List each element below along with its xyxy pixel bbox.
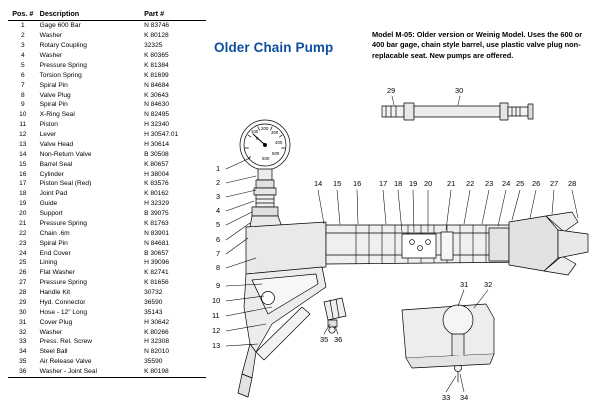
- model-note: Model M-05: Older version or Weinig Model. Uses the 600 or 400 bar gage, chain style barrel, use plastic valve plug non-replacable seat. New pumps are offered.: [372, 30, 583, 60]
- cell-position: 17: [19, 180, 27, 188]
- cell-description: Joint Pad: [39, 190, 68, 198]
- table-row: [8, 238, 206, 248]
- cell-description: Air Release Valve: [39, 358, 92, 366]
- callout-6: 6: [216, 235, 221, 244]
- table-row: [8, 120, 206, 130]
- cell-position: 29: [19, 298, 27, 306]
- cell-description: Washer - Joint Seal: [38, 367, 142, 377]
- table-row: [8, 21, 206, 31]
- cell-description: Barrel Seal: [39, 160, 73, 168]
- cell-position: 12: [19, 131, 27, 139]
- table-row: [8, 248, 206, 258]
- callout-5: 5: [216, 220, 221, 229]
- callout-20: 20: [424, 179, 433, 188]
- cell-description: Spiral Pin: [39, 81, 68, 89]
- cell-position: 31: [19, 318, 27, 326]
- table-row: [8, 347, 206, 357]
- callout-3: 3: [216, 192, 221, 201]
- cell-position: 25: [19, 259, 27, 267]
- cell-part-number: H 32340: [144, 121, 170, 129]
- cell-description: Lever: [39, 131, 57, 139]
- callout-30: 30: [455, 86, 464, 95]
- cell-part-number: B 30508: [144, 150, 169, 158]
- cell-position: 28: [19, 289, 27, 297]
- page-title: Older Chain Pump: [214, 40, 334, 55]
- cell-description: Hose - 12" Long: [39, 308, 88, 316]
- cell-position: 19: [19, 200, 27, 208]
- cell-position: 24: [19, 249, 27, 257]
- callout-34: 34: [460, 393, 469, 402]
- cell-position: 13: [19, 140, 27, 148]
- cell-part-number: K 80365: [144, 52, 169, 60]
- cell-description: Handle Kit: [39, 289, 71, 297]
- cell-part-number: H 32329: [144, 200, 170, 208]
- cell-position: 11: [19, 121, 27, 129]
- callout-23: 23: [485, 179, 494, 188]
- cell-position: 18: [19, 190, 27, 198]
- cell-description: Torsion Spring: [39, 71, 82, 79]
- gauge-tick-0: 0: [256, 136, 259, 141]
- cell-description: Piston Seal (Red): [39, 180, 92, 188]
- cell-part-number: N 84684: [144, 81, 170, 89]
- leader-lines-hose: [392, 96, 460, 105]
- callout-32: 32: [484, 280, 493, 289]
- cell-part-number: 32325: [144, 42, 163, 50]
- cell-position: 22: [19, 229, 27, 237]
- cell-part-number: H 39096: [144, 259, 170, 267]
- table-row: [8, 288, 206, 298]
- cell-position: 20: [19, 210, 27, 218]
- cell-description: Support: [39, 210, 63, 218]
- table-header-row: [8, 8, 206, 21]
- cell-position: 27: [19, 279, 27, 287]
- cell-description: X-Ring Seal: [39, 111, 75, 119]
- cell-description: Cover Plug: [39, 318, 73, 326]
- cell-position: 34: [19, 348, 27, 356]
- cell-description: Washer: [39, 328, 63, 336]
- cell-part-number: 30732: [144, 289, 163, 297]
- cell-description: Washer: [39, 32, 63, 40]
- cell-description: Cylinder: [39, 170, 64, 178]
- callout-35: 35: [320, 335, 329, 344]
- table-row: [8, 80, 206, 90]
- cell-part-number: H 30642: [144, 318, 170, 326]
- cell-description: Pressure Spring: [39, 219, 87, 227]
- cell-position: 8: [20, 91, 25, 99]
- cell-position: 2: [20, 32, 25, 40]
- cell-position: 30: [19, 308, 27, 316]
- cell-part-number: N 82010: [144, 348, 170, 356]
- table-row: [8, 179, 206, 189]
- table-row: [8, 41, 206, 51]
- relief-screw-detail: [402, 304, 494, 382]
- callout-12: 12: [212, 326, 221, 335]
- callout-9: 9: [216, 281, 221, 290]
- cell-position: 36: [8, 367, 38, 377]
- pump-illustration: [206, 62, 600, 419]
- callout-31: 31: [460, 280, 469, 289]
- table-row: [8, 149, 206, 159]
- cell-part-number: K 81699: [144, 71, 169, 79]
- table-row: [8, 307, 206, 317]
- table-row: [8, 327, 206, 337]
- cell-part-number: 35143: [144, 308, 163, 316]
- gauge-tick-100: 100: [251, 129, 259, 134]
- table-row: [8, 357, 206, 367]
- gauge-tick-300: 300: [271, 130, 279, 135]
- cell-description: Press. Rel. Screw: [39, 338, 93, 346]
- callout-1: 1: [216, 164, 221, 173]
- cell-description: Spiral Pin: [39, 101, 68, 109]
- coupling-stack: [250, 188, 282, 227]
- cell-description: Steel Ball: [39, 348, 68, 356]
- callout-2: 2: [216, 178, 221, 187]
- table-row: [8, 159, 206, 169]
- column-header-position: Pos. #: [8, 8, 38, 21]
- table-row: [8, 90, 206, 100]
- cell-description: Rotary Coupling: [39, 42, 87, 50]
- table-row: [8, 199, 206, 209]
- cell-position: 21: [19, 219, 27, 227]
- cell-part-number: H 32308: [144, 338, 170, 346]
- table-row: [8, 130, 206, 140]
- cell-description: Gage 600 Bar: [39, 22, 81, 30]
- table-row: [8, 337, 206, 347]
- cell-description: Non-Return Valve: [39, 150, 92, 158]
- cell-part-number: N 84630: [144, 101, 170, 109]
- cell-part-number: K 80266: [144, 328, 169, 336]
- cell-part-number: H 38004: [144, 170, 170, 178]
- cell-position: 33: [19, 338, 27, 346]
- cell-part-number: N 82495: [144, 111, 170, 119]
- table-row: [8, 298, 206, 308]
- cell-description: Chain .6m: [39, 229, 70, 237]
- table-row: [8, 140, 206, 150]
- cell-description: Pressure Spring: [39, 279, 87, 287]
- callout-13: 13: [212, 341, 221, 350]
- callout-8: 8: [216, 263, 221, 272]
- cell-description: Valve Head: [39, 140, 74, 148]
- cell-position: 15: [19, 160, 27, 168]
- hose-assembly: [382, 103, 533, 120]
- cell-description: Valve Plug: [39, 91, 71, 99]
- cell-description: Pressure Spring: [39, 61, 87, 69]
- cell-position: 1: [20, 22, 25, 30]
- callout-27: 27: [550, 179, 559, 188]
- cell-description: End Cover: [39, 249, 71, 257]
- cell-part-number: K 83576: [144, 180, 169, 188]
- cell-position: 16: [19, 170, 27, 178]
- table-row: [8, 258, 206, 268]
- callout-7: 7: [216, 249, 221, 258]
- cell-position: 32: [19, 328, 27, 336]
- table-row: [8, 228, 206, 238]
- parts-table: [8, 8, 206, 378]
- column-header-description: Description: [38, 8, 142, 21]
- callout-11: 11: [212, 311, 220, 320]
- table-row: [8, 367, 206, 377]
- cell-description: Lining: [39, 259, 58, 267]
- callout-16: 16: [353, 179, 362, 188]
- cell-part-number: K 80657: [144, 160, 169, 168]
- table-row: [8, 31, 206, 41]
- cell-position: 10: [19, 111, 27, 119]
- air-release-valve-detail: [324, 298, 346, 333]
- cell-part-number: 35590: [144, 358, 163, 366]
- table-row: [8, 100, 206, 110]
- callout-28: 28: [568, 179, 577, 188]
- cell-part-number: B 39075: [144, 210, 169, 218]
- cell-position: 9: [20, 101, 25, 109]
- callout-25: 25: [516, 179, 525, 188]
- table-row: [8, 110, 206, 120]
- callout-21: 21: [447, 179, 456, 188]
- cell-description: Spiral Pin: [39, 239, 68, 247]
- pump-body: [246, 212, 588, 275]
- cell-part-number: K 80128: [144, 32, 169, 40]
- callout-15: 15: [333, 179, 342, 188]
- gauge-tick-400: 400: [275, 140, 283, 145]
- cell-part-number: N 84681: [144, 239, 170, 247]
- exploded-diagram: [206, 62, 600, 419]
- table-row: [8, 219, 206, 229]
- callout-18: 18: [394, 179, 403, 188]
- callout-22: 22: [466, 179, 475, 188]
- table-row: [8, 61, 206, 71]
- callout-24: 24: [502, 179, 511, 188]
- cell-description: Piston: [39, 121, 58, 129]
- gauge-tick-500: 500: [272, 151, 280, 156]
- callout-17: 17: [379, 179, 388, 188]
- gauge-tick-600: 600: [262, 156, 270, 161]
- cell-part-number: K 81763: [144, 219, 169, 227]
- table-row: [8, 169, 206, 179]
- cell-part-number: N 83746: [144, 22, 170, 30]
- callout-10: 10: [212, 296, 221, 305]
- callout-29: 29: [387, 86, 396, 95]
- gauge-tick-200: 200: [261, 126, 269, 131]
- callout-19: 19: [409, 179, 418, 188]
- callout-4: 4: [216, 206, 221, 215]
- cell-part-number: B 30657: [144, 249, 169, 257]
- callout-36: 36: [334, 335, 343, 344]
- table-row: [8, 268, 206, 278]
- callout-14: 14: [314, 179, 323, 188]
- cell-part-number: 36590: [144, 298, 163, 306]
- cell-part-number: K 82741: [144, 269, 169, 277]
- cell-position: 3: [20, 42, 25, 50]
- cell-position: 35: [19, 358, 27, 366]
- cell-description: Flat Washer: [39, 269, 75, 277]
- cell-position: 26: [19, 269, 27, 277]
- table-row: [8, 189, 206, 199]
- cell-position: 7: [20, 81, 25, 89]
- cell-description: Washer: [39, 52, 63, 60]
- callout-26: 26: [532, 179, 541, 188]
- table-row: [8, 278, 206, 288]
- cell-part-number: N 83901: [144, 229, 170, 237]
- table-row: [8, 51, 206, 61]
- cell-position: 4: [20, 52, 25, 60]
- cell-position: 5: [20, 61, 25, 69]
- cell-part-number: H 30547.01: [144, 131, 179, 139]
- pump-handle: [238, 267, 329, 397]
- cell-position: 23: [19, 239, 27, 247]
- table-row: [8, 209, 206, 219]
- cell-part-number: K 81656: [144, 279, 169, 287]
- table-row: [8, 317, 206, 327]
- parts-table-body: [8, 21, 206, 378]
- cell-part-number: K 80162: [144, 190, 169, 198]
- table-row: [8, 70, 206, 80]
- cell-position: 14: [19, 150, 27, 158]
- cell-position: 6: [20, 71, 25, 79]
- cell-part-number: K 30643: [144, 91, 169, 99]
- column-header-part-number: Part #: [142, 8, 206, 21]
- cell-description: Hyd. Connector: [39, 298, 86, 306]
- cell-part-number: K 81384: [144, 61, 169, 69]
- cell-part-number: H 30614: [144, 140, 170, 148]
- cell-part-number: K 80198: [142, 367, 206, 377]
- callout-33: 33: [442, 393, 451, 402]
- cell-description: Guide: [39, 200, 58, 208]
